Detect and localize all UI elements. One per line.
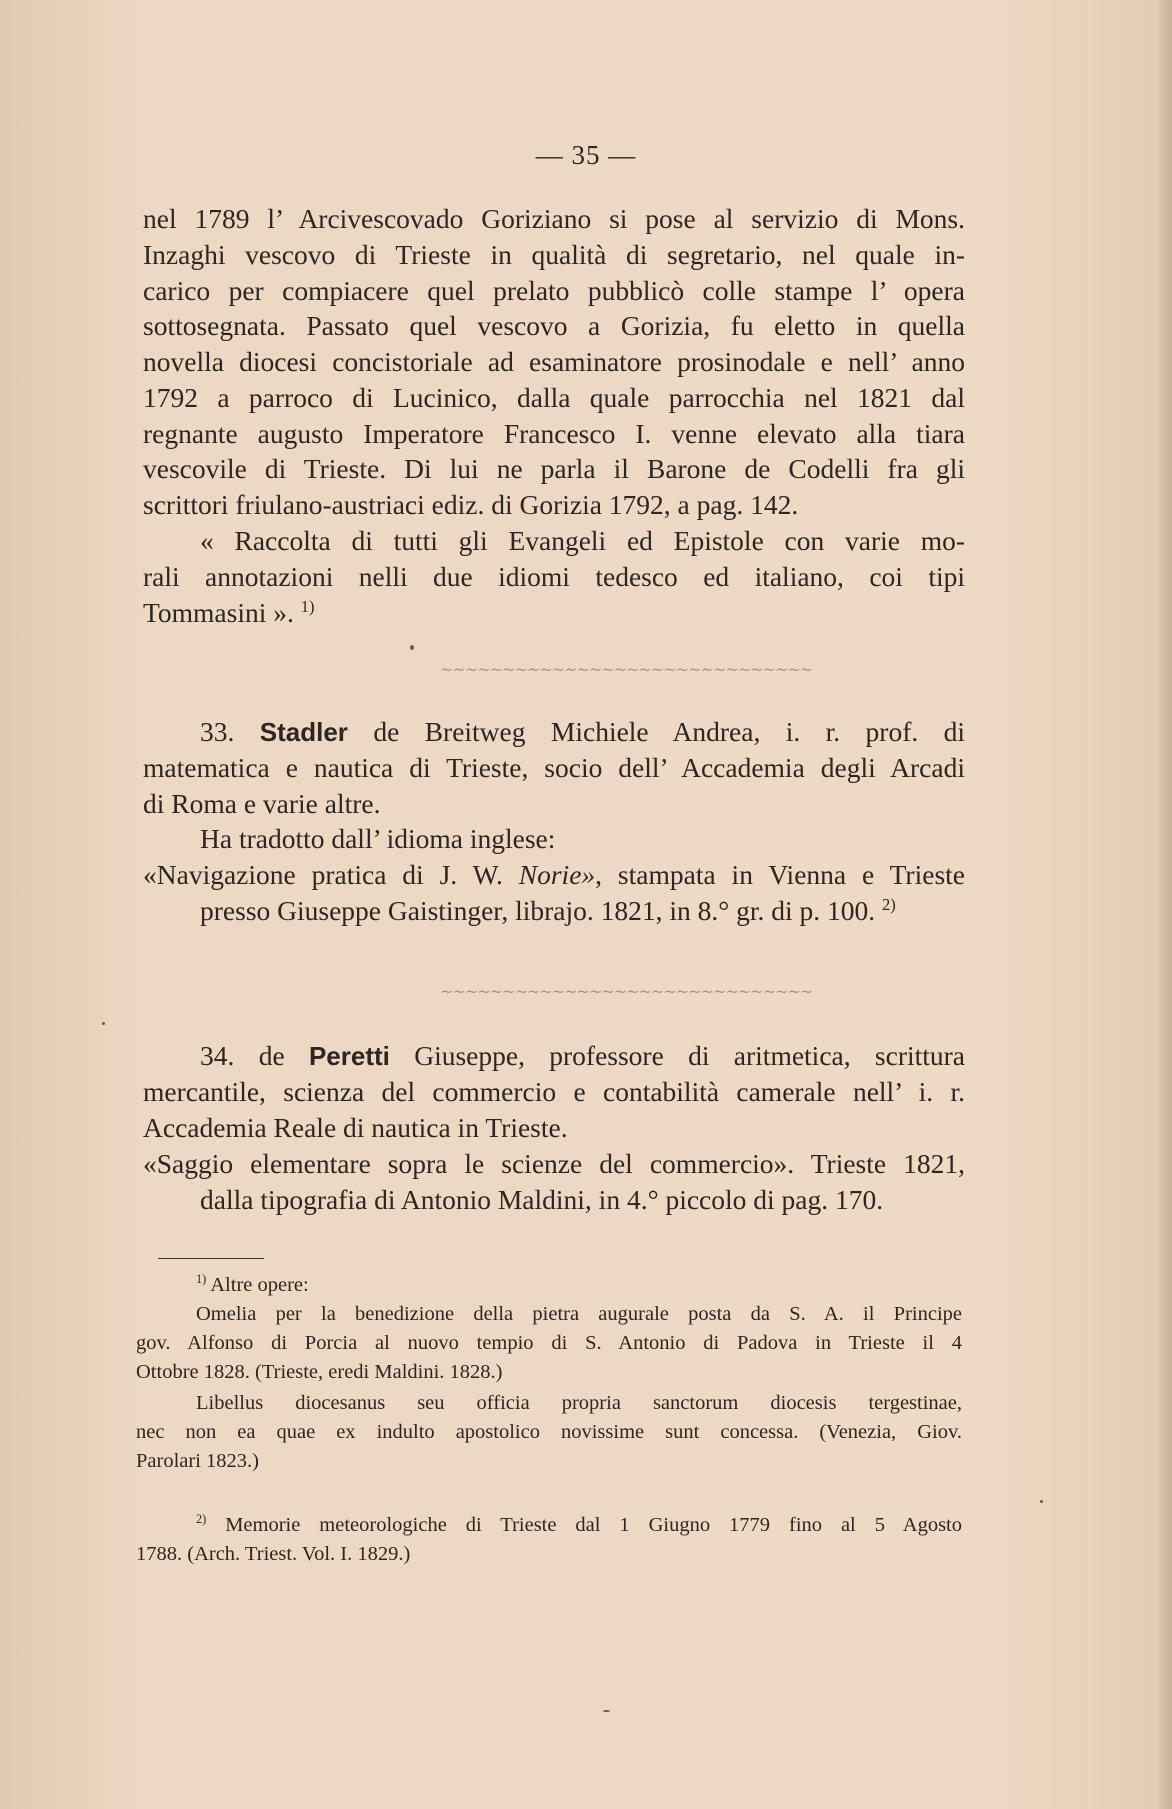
text-line: mercantile, scienza del commercio e contabilità camerale nell’ i. r. [143, 1076, 965, 1107]
work-title-start: «Navigazione pratica di J. W. [143, 859, 519, 890]
text-line: Inzaghi vescovo di Trieste in qualità di segretario, nel quale in- [143, 239, 965, 270]
text-line: di Roma e varie altre. [143, 788, 381, 819]
work-imprint: presso Giuseppe Gaistinger, librajo. 1821, in 8.° gr. di p. 100. [200, 895, 883, 926]
text-line: carico per compiacere quel prelato pubblicò colle stampe l’ opera [143, 275, 965, 306]
text-line: Ha tradotto dall’ idioma inglese: [200, 823, 556, 854]
page-edge-shadow [1156, 0, 1172, 1809]
work-title-line: dalla tipografia di Antonio Maldini, in 4.° piccolo di pag. 170. [200, 1184, 884, 1215]
entry-heading-rest: de Breitweg Michiele Andrea, i. r. prof. di [373, 716, 966, 747]
text-line: nel 1789 l’ Arcivescovado Goriziano si pose al servizio di Mons. [143, 203, 965, 234]
footnote-1-intro [196, 1271, 962, 1300]
ornament-divider: ~~~~~~~~~~~~~~~~~~~~~~~~~~~~~~ [440, 982, 813, 1001]
entry-surname: Peretti [308, 1041, 390, 1071]
footnote-text: Altre opere: [210, 1274, 309, 1296]
work-title-rest: , stampata in Vienna e Trieste [595, 859, 965, 890]
work-author: Norie» [518, 859, 596, 890]
paper-speck [1040, 1500, 1043, 1503]
text-line: novella diocesi concistoriale ad esaminatore prosinodale e nell’ anno [143, 346, 965, 377]
entry-33-heading-line [200, 715, 965, 749]
entry-number: 33. [200, 716, 235, 747]
text-line: vescovile di Trieste. Di lui ne parla il Barone de Codelli fra gli [143, 453, 965, 484]
work-title-line: rali annotazioni nelli due idiomi tedesco ed italiano, coi tipi [143, 561, 965, 592]
footnote-rule [158, 1258, 264, 1259]
text-line: matematica e nautica di Trieste, socio dell’ Accademia degli Arcadi [143, 752, 965, 783]
ornament-divider: ~~~~~~~~~~~~~~~~~~~~~~~~~~~~~~ [440, 660, 813, 679]
page-number: — 35 — [535, 140, 637, 170]
footnote-line: Libellus diocesanus seu officia propria sanctorum diocesis tergestinae, [196, 1392, 962, 1414]
footnote-mark: 1) [196, 1272, 207, 1287]
paper-speck [410, 645, 414, 650]
work-title-line [200, 894, 965, 928]
work-title-line: «Saggio elementare sopra le scienze del commercio». Trieste 1821, [143, 1148, 965, 1179]
text-line: 1792 a parroco di Lucinico, dalla quale parrocchia nel 1821 dal [143, 382, 965, 413]
entry-heading-rest: Giuseppe, professore di aritmetica, scrittura [414, 1040, 966, 1071]
footnote-mark: 2) [196, 1512, 207, 1527]
footnote-line: Parolari 1823.) [136, 1450, 259, 1472]
footnote-line: gov. Alfonso di Porcia al nuovo tempio di S. Antonio di Padova in Trieste il 4 [136, 1332, 962, 1354]
work-title-line [143, 858, 965, 892]
work-title-end: Tommasini ». [143, 597, 301, 628]
entry-surname: Stadler [259, 717, 348, 747]
work-title-line [143, 596, 965, 630]
text-line: sottosegnata. Passato quel vescovo a Gorizia, fu eletto in quella [143, 310, 965, 341]
footnote-line: Omelia per la benedizione della pietra augurale posta da S. A. il Principe [196, 1303, 962, 1325]
footnote-ref: 2) [882, 894, 896, 914]
work-title-line: « Raccolta di tutti gli Evangeli ed Epistole con varie mo- [200, 525, 965, 556]
text-line: Accademia Reale di nautica in Trieste. [143, 1112, 568, 1143]
footnote-line: 1788. (Arch. Triest. Vol. I. 1829.) [136, 1543, 411, 1565]
footnote-line: nec non ea quae ex indulto apostolico novissime sunt concessa. (Venezia, Giov. [136, 1421, 962, 1443]
footnote-2-line [196, 1511, 962, 1540]
entry-number: 34. [200, 1040, 235, 1071]
text-line: regnante augusto Imperatore Francesco I. venne elevato alla tiara [143, 418, 965, 449]
entry-prefix: de [258, 1040, 285, 1071]
footnote-line: Ottobre 1828. (Trieste, eredi Maldini. 1828.) [136, 1361, 503, 1383]
paper-speck [102, 1022, 105, 1025]
footnote-text: Memorie meteorologiche di Trieste dal 1 Giugno 1779 fino al 5 Agosto [225, 1514, 962, 1536]
entry-34-heading-line [200, 1039, 965, 1073]
footnote-ref: 1) [300, 596, 315, 616]
text-line: scrittori friulano-austriaci ediz. di Gorizia 1792, a pag. 142. [143, 489, 799, 520]
paper-speck [603, 1710, 610, 1712]
